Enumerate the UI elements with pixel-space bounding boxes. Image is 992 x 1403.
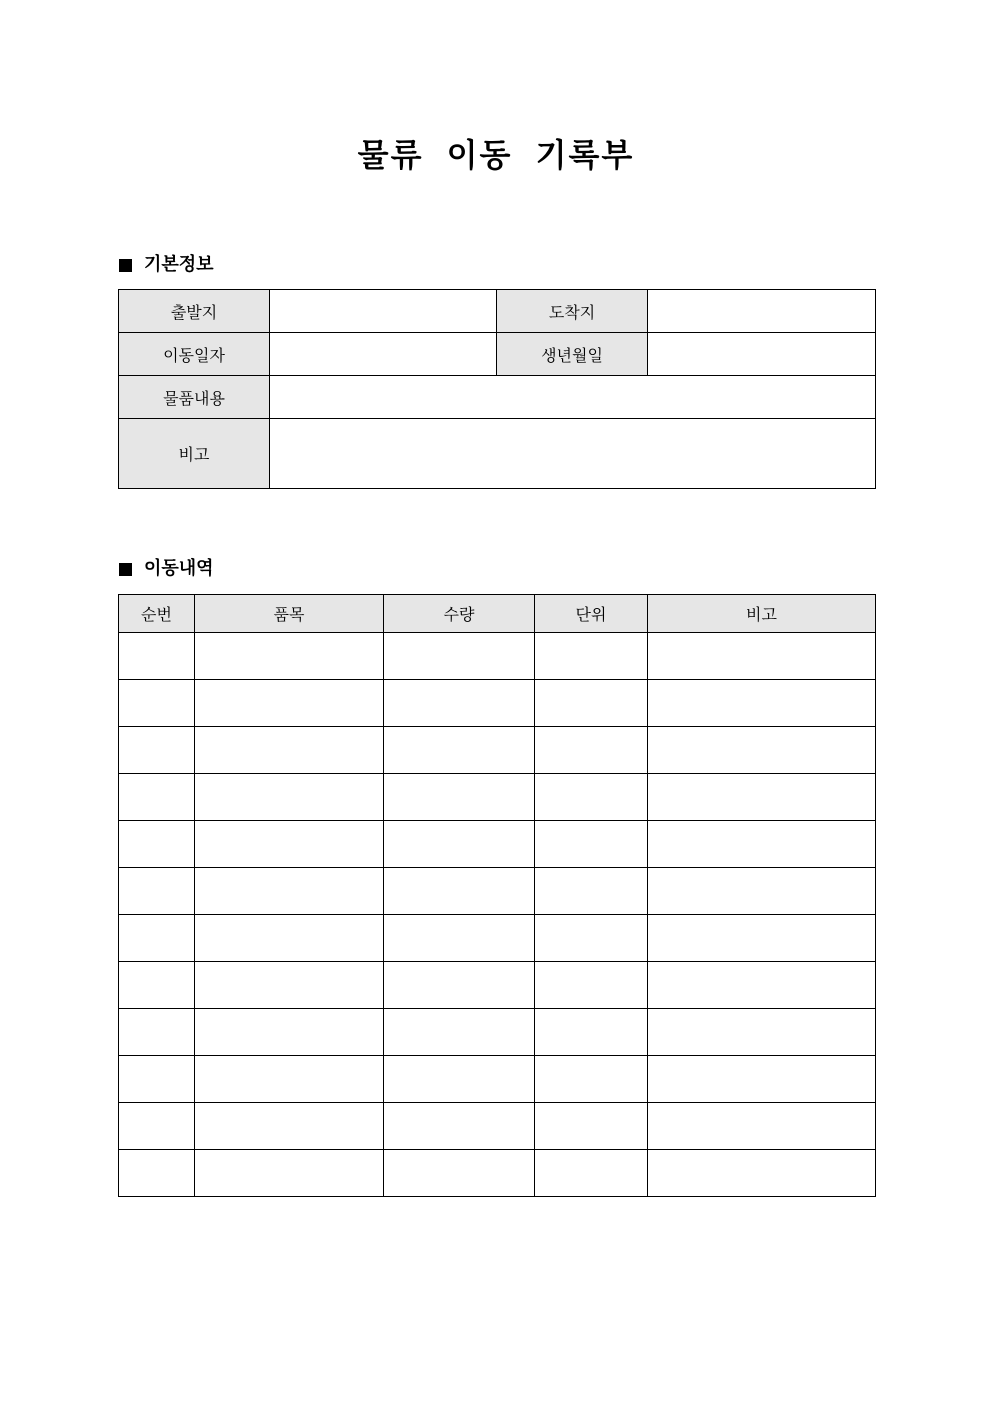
item-cell[interactable] xyxy=(195,1009,384,1056)
column-header-quantity: 수량 xyxy=(384,595,535,633)
column-header-item: 품목 xyxy=(195,595,384,633)
remarks-field[interactable] xyxy=(270,419,876,489)
birth-date-label: 생년월일 xyxy=(497,333,648,376)
birth-date-field[interactable] xyxy=(648,333,876,376)
seq-cell[interactable] xyxy=(119,962,195,1009)
table-row xyxy=(119,680,876,727)
unit-cell[interactable] xyxy=(535,868,648,915)
item-cell[interactable] xyxy=(195,1103,384,1150)
remarks-cell[interactable] xyxy=(648,774,876,821)
seq-cell[interactable] xyxy=(119,774,195,821)
item-cell[interactable] xyxy=(195,727,384,774)
column-header-unit: 단위 xyxy=(535,595,648,633)
table-row xyxy=(119,915,876,962)
table-row xyxy=(119,868,876,915)
unit-cell[interactable] xyxy=(535,962,648,1009)
seq-cell[interactable] xyxy=(119,1009,195,1056)
remarks-cell[interactable] xyxy=(648,962,876,1009)
table-row xyxy=(119,962,876,1009)
move-date-field[interactable] xyxy=(270,333,497,376)
goods-field[interactable] xyxy=(270,376,876,419)
unit-cell[interactable] xyxy=(535,727,648,774)
table-row xyxy=(119,633,876,680)
remarks-cell[interactable] xyxy=(648,1056,876,1103)
basic-info-row xyxy=(119,376,876,419)
remarks-cell[interactable] xyxy=(648,727,876,774)
unit-cell[interactable] xyxy=(535,1103,648,1150)
table-row xyxy=(119,1103,876,1150)
quantity-cell[interactable] xyxy=(384,868,535,915)
basic-info-row xyxy=(119,333,876,376)
table-row xyxy=(119,1150,876,1197)
square-bullet-icon xyxy=(119,563,132,576)
movement-table xyxy=(118,594,876,1197)
seq-cell[interactable] xyxy=(119,821,195,868)
item-cell[interactable] xyxy=(195,868,384,915)
unit-cell[interactable] xyxy=(535,1009,648,1056)
unit-cell[interactable] xyxy=(535,774,648,821)
item-cell[interactable] xyxy=(195,1056,384,1103)
quantity-cell[interactable] xyxy=(384,962,535,1009)
table-row xyxy=(119,821,876,868)
remarks-cell[interactable] xyxy=(648,1150,876,1197)
quantity-cell[interactable] xyxy=(384,1150,535,1197)
table-row xyxy=(119,1009,876,1056)
square-bullet-icon xyxy=(119,259,132,272)
basic-info-heading xyxy=(119,253,214,277)
item-cell[interactable] xyxy=(195,821,384,868)
quantity-cell[interactable] xyxy=(384,915,535,962)
departure-field[interactable] xyxy=(270,290,497,333)
column-header-seq: 순번 xyxy=(119,595,195,633)
seq-cell[interactable] xyxy=(119,633,195,680)
item-cell[interactable] xyxy=(195,1150,384,1197)
movement-heading xyxy=(119,557,214,581)
remarks-cell[interactable] xyxy=(648,1103,876,1150)
quantity-cell[interactable] xyxy=(384,1056,535,1103)
quantity-cell[interactable] xyxy=(384,1009,535,1056)
quantity-cell[interactable] xyxy=(384,1103,535,1150)
remarks-cell[interactable] xyxy=(648,680,876,727)
page-title: 물류 이동 기록부 xyxy=(357,136,635,174)
column-header-remarks: 비고 xyxy=(648,595,876,633)
basic-info-table xyxy=(118,289,876,489)
move-date-label: 이동일자 xyxy=(119,333,270,376)
unit-cell[interactable] xyxy=(535,633,648,680)
unit-cell[interactable] xyxy=(535,821,648,868)
item-cell[interactable] xyxy=(195,633,384,680)
item-cell[interactable] xyxy=(195,680,384,727)
quantity-cell[interactable] xyxy=(384,680,535,727)
arrival-field[interactable] xyxy=(648,290,876,333)
seq-cell[interactable] xyxy=(119,680,195,727)
unit-cell[interactable] xyxy=(535,1056,648,1103)
seq-cell[interactable] xyxy=(119,1150,195,1197)
movement-body xyxy=(119,633,876,1197)
remarks-cell[interactable] xyxy=(648,915,876,962)
goods-label: 물품내용 xyxy=(119,376,270,419)
departure-label: 출발지 xyxy=(119,290,270,333)
table-row xyxy=(119,727,876,774)
item-cell[interactable] xyxy=(195,774,384,821)
unit-cell[interactable] xyxy=(535,680,648,727)
seq-cell[interactable] xyxy=(119,915,195,962)
item-cell[interactable] xyxy=(195,962,384,1009)
remarks-cell[interactable] xyxy=(648,868,876,915)
item-cell[interactable] xyxy=(195,915,384,962)
basic-info-row xyxy=(119,290,876,333)
seq-cell[interactable] xyxy=(119,1103,195,1150)
remarks-cell[interactable] xyxy=(648,1009,876,1056)
quantity-cell[interactable] xyxy=(384,821,535,868)
seq-cell[interactable] xyxy=(119,1056,195,1103)
remarks-cell[interactable] xyxy=(648,821,876,868)
unit-cell[interactable] xyxy=(535,915,648,962)
quantity-cell[interactable] xyxy=(384,774,535,821)
seq-cell[interactable] xyxy=(119,727,195,774)
movement-header-row xyxy=(119,595,876,633)
remarks-label: 비고 xyxy=(119,419,270,489)
quantity-cell[interactable] xyxy=(384,633,535,680)
basic-info-row xyxy=(119,419,876,489)
arrival-label: 도착지 xyxy=(497,290,648,333)
basic-info-heading-text: 기본정보 xyxy=(144,254,214,275)
remarks-cell[interactable] xyxy=(648,633,876,680)
quantity-cell[interactable] xyxy=(384,727,535,774)
table-row xyxy=(119,774,876,821)
movement-heading-text: 이동내역 xyxy=(144,558,214,579)
table-row xyxy=(119,1056,876,1103)
unit-cell[interactable] xyxy=(535,1150,648,1197)
seq-cell[interactable] xyxy=(119,868,195,915)
